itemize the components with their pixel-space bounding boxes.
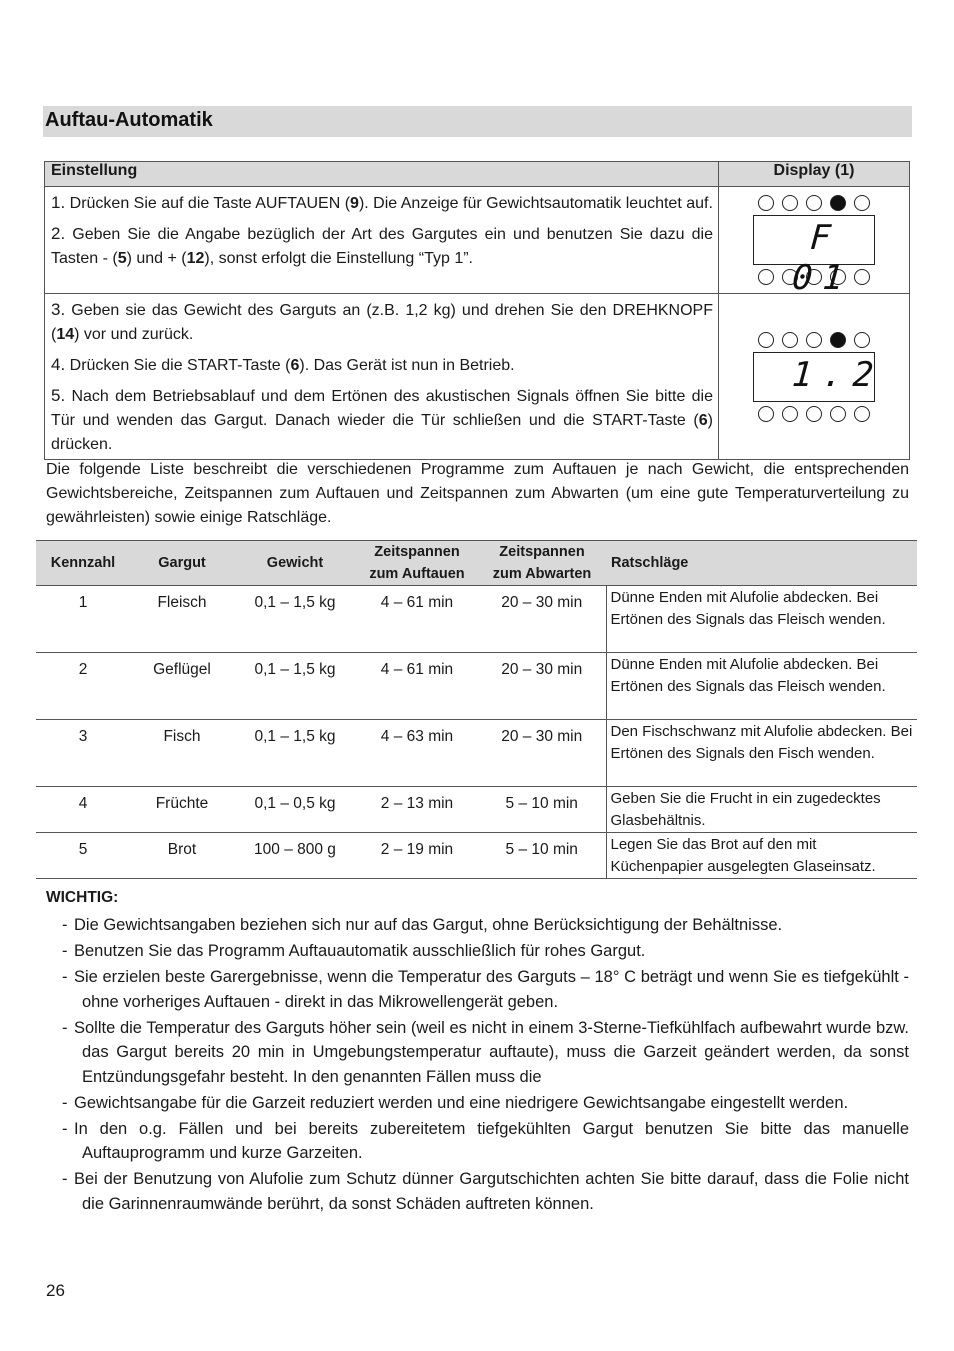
settings-header-display: Display (1) — [719, 162, 910, 187]
cell-ratschlag: Dünne Enden mit Alufolie abdecken. Bei Ertönen des Signals das Fleisch wenden. — [606, 586, 917, 653]
cell-abwarten: 20 – 30 min — [478, 586, 606, 653]
cell-gargut: Fleisch — [130, 586, 234, 653]
step-2: 2. Geben Sie die Angabe bezüglich der Art des Gargutes ein und benutzen Sie dazu die Tasten - (5) und + (12), sonst erfolgt die Einstellung “Typ 1”. — [51, 224, 713, 267]
step-1: 1. Drücken Sie auf die Taste AUFTAUEN (9). Die Anzeige für Gewichtsautomatik leuchtet auf. — [51, 193, 713, 212]
cell-auftauen: 2 – 19 min — [356, 833, 478, 879]
cell-ratschlag: Den Fischschwanz mit Alufolie abdecken. Bei Ertönen des Signals den Fisch wenden. — [606, 720, 917, 787]
header-abwarten: Zeitspannen zum Abwarten — [478, 541, 606, 586]
cell-ratschlag: Geben Sie die Frucht in ein zugedecktes Glasbehältnis. — [606, 787, 917, 833]
indicator-row-top — [719, 195, 909, 211]
important-heading: WICHTIG: — [46, 889, 119, 906]
settings-group-2 — [45, 294, 719, 460]
section-title-bar — [43, 106, 912, 137]
list-item: - Benutzen Sie das Programm Auftauautomatik ausschließlich für rohes Gargut. — [62, 942, 646, 960]
cell-gargut: Fisch — [130, 720, 234, 787]
cell-gewicht: 100 – 800 g — [234, 833, 356, 879]
lcd-display: 1.2 — [753, 352, 875, 402]
cell-ratschlag: Legen Sie das Brot auf den mit Küchenpapier ausgelegten Glaseinsatz. — [606, 833, 917, 879]
page-number: 26 — [46, 1281, 65, 1300]
step-4: 4. Drücken Sie die START-Taste (6). Das Gerät ist nun in Betrieb. — [51, 355, 515, 374]
intro-paragraph: Die folgende Liste beschreibt die verschiedenen Programme zum Auftauen je nach Gewicht, die entsprechenden Gewichtsbereiche, Zeitspannen zum Auftauen und Zeitspannen zum Abwarten (um eine gute Temperaturverteilung zu gewährleisten) sowie einige Ratschläge. — [46, 461, 909, 526]
list-item: - In den o.g. Fällen und bei bereits zubereitetem tiefgekühlten Gargut benutzen Sie bitte das manuelle Auftauprogramm und kurze Garzeiten. — [62, 1119, 909, 1162]
cell-abwarten: 20 – 30 min — [478, 653, 606, 720]
cell-gargut: Früchte — [130, 787, 234, 833]
cell-kennzahl: 3 — [36, 720, 130, 787]
indicator-row-top — [719, 332, 909, 348]
header-auftauen: Zeitspannen zum Auftauen — [356, 541, 478, 586]
cell-gargut: Geflügel — [130, 653, 234, 720]
cell-auftauen: 2 – 13 min — [356, 787, 478, 833]
header-ratschlaege: Ratschläge — [606, 541, 917, 586]
table-row — [36, 720, 917, 787]
table-row — [36, 787, 917, 833]
table-row — [36, 653, 917, 720]
list-item: - Die Gewichtsangaben beziehen sich nur auf das Gargut, ohne Berücksichtigung der Behältnisse. — [62, 916, 783, 934]
cell-auftauen: 4 – 63 min — [356, 720, 478, 787]
settings-header-setting: Einstellung — [45, 162, 719, 187]
table-row — [36, 586, 917, 653]
table-row — [36, 833, 917, 879]
header-gewicht: Gewicht — [234, 541, 356, 586]
header-kennzahl: Kennzahl — [36, 541, 130, 586]
step-3: 3. Geben sie das Gewicht des Garguts an (z.B. 1,2 kg) und drehen Sie den DREHKNOPF (14) vor und zurück. — [51, 300, 713, 343]
cell-kennzahl: 5 — [36, 833, 130, 879]
list-item: - Gewichtsangabe für die Garzeit reduziert werden und eine niedrigere Gewichtsangabe eingestellt werden. — [62, 1093, 849, 1112]
settings-group-1 — [45, 187, 719, 294]
cell-abwarten: 5 – 10 min — [478, 787, 606, 833]
section-title: Auftau-Automatik — [45, 109, 213, 131]
cell-kennzahl: 2 — [36, 653, 130, 720]
cell-auftauen: 4 – 61 min — [356, 653, 478, 720]
cell-gewicht: 0,1 – 1,5 kg — [234, 720, 356, 787]
list-item: - Bei der Benutzung von Alufolie zum Schutz dünner Gargutschichten achten Sie bitte darauf, dass die Folie nicht die Garinnenraumwände berührt, da sonst Schäden auftreten können. — [62, 1170, 909, 1213]
indicator-row-bottom — [719, 406, 909, 422]
display-panel-1 — [719, 187, 910, 298]
cell-abwarten: 20 – 30 min — [478, 720, 606, 787]
cell-kennzahl: 4 — [36, 787, 130, 833]
lcd-display: F 01 — [753, 215, 875, 265]
cell-ratschlag: Dünne Enden mit Alufolie abdecken. Bei Ertönen des Signals das Fleisch wenden. — [606, 653, 917, 720]
display-panel-2 — [719, 294, 910, 460]
settings-table — [44, 161, 910, 460]
cell-auftauen: 4 – 61 min — [356, 586, 478, 653]
header-gargut: Gargut — [130, 541, 234, 586]
cell-gargut: Brot — [130, 833, 234, 879]
cell-gewicht: 0,1 – 1,5 kg — [234, 653, 356, 720]
cell-kennzahl: 1 — [36, 586, 130, 653]
important-list — [62, 913, 909, 1218]
list-item: - Sollte die Temperatur des Garguts höher sein (weil es nicht in einem 3-Sterne-Tiefkühlfach aufbewahrt wurde bzw. das Gargut bereits 20 min in Umgebungstemperatur auftaute), muss die Garzeit geändert werden, da sonst Entzündungsgefahr besteht. In den genannten Fällen muss die — [62, 1018, 909, 1086]
cell-abwarten: 5 – 10 min — [478, 833, 606, 879]
cell-gewicht: 0,1 – 1,5 kg — [234, 586, 356, 653]
step-5: 5. Nach dem Betriebsablauf und dem Ertönen des akustischen Signals öffnen Sie bitte die Tür und wenden das Gargut. Danach wieder die Tür schließen und die START-Taste (6) drücken. — [51, 386, 713, 453]
program-table — [36, 540, 917, 879]
list-item: - Sie erzielen beste Garergebnisse, wenn die Temperatur des Garguts – 18° C beträgt und wenn Sie es tiefgekühlt - ohne vorheriges Auftauen - direkt in das Mikrowellengerät geben. — [62, 968, 909, 1011]
cell-gewicht: 0,1 – 0,5 kg — [234, 787, 356, 833]
